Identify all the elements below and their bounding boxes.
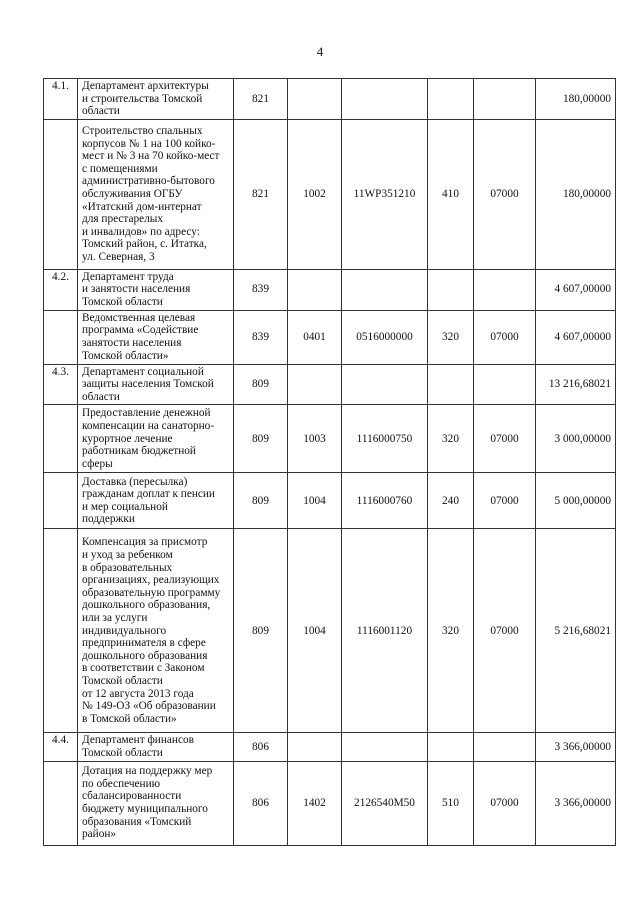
grbs-code: 806 [234, 733, 288, 761]
row-number [44, 473, 78, 529]
row-number [44, 310, 78, 364]
target-article-code: 11WP351210 [342, 119, 428, 269]
target-article-code [342, 364, 428, 405]
target-article-code: 1116000750 [342, 405, 428, 473]
section-code [288, 733, 342, 761]
kosgu-code: 07000 [474, 473, 536, 529]
section-code: 1004 [288, 473, 342, 529]
kosgu-code [474, 269, 536, 310]
row-number: 4.1. [44, 79, 78, 120]
table-row [44, 761, 616, 845]
kosgu-code: 07000 [474, 761, 536, 845]
section-code: 1004 [288, 529, 342, 733]
grbs-code: 809 [234, 529, 288, 733]
item-name: Компенсация за присмотр и уход за ребенком в образовательных организациях, реализующих образовательную программу дошкольного образования, или за услуги индивидуального предпринимателя в сфере дошкольного образования в соответствии с Законом Томской области от 12 августа 2013 года № 149-ОЗ «Об образовании в Томской области» [78, 529, 234, 733]
amount: 180,00000 [536, 79, 616, 120]
section-code [288, 79, 342, 120]
target-article-code: 1116000760 [342, 473, 428, 529]
target-article-code [342, 269, 428, 310]
item-name: Департамент архитектуры и строительства Томской области [78, 79, 234, 120]
amount: 4 607,00000 [536, 269, 616, 310]
expense-type-code [428, 733, 474, 761]
target-article-code [342, 733, 428, 761]
amount: 180,00000 [536, 119, 616, 269]
expense-type-code: 320 [428, 405, 474, 473]
table-row [44, 310, 616, 364]
page-number: 4 [316, 44, 324, 59]
item-name: Департамент финансов Томской области [78, 733, 234, 761]
kosgu-code [474, 733, 536, 761]
row-number [44, 761, 78, 845]
kosgu-code [474, 79, 536, 120]
amount: 3 366,00000 [536, 733, 616, 761]
grbs-code: 839 [234, 269, 288, 310]
table-row [44, 405, 616, 473]
kosgu-code: 07000 [474, 119, 536, 269]
kosgu-code [474, 364, 536, 405]
row-number: 4.3. [44, 364, 78, 405]
row-number [44, 529, 78, 733]
department-row [44, 79, 616, 120]
expense-type-code: 320 [428, 310, 474, 364]
item-name: Департамент труда и занятости населения Томской области [78, 269, 234, 310]
item-name: Строительство спальных корпусов № 1 на 100 койко- мест и № 3 на 70 койко-мест с помещениями административно-бытового обслуживания ОГБУ «Итатский дом-интернат для престарелых и инвалидов» по адресу: Томский район, с. Итатка, ул. Северная, 3 [78, 119, 234, 269]
department-row [44, 364, 616, 405]
expense-type-code [428, 364, 474, 405]
item-name: Департамент социальной защиты населения Томской области [78, 364, 234, 405]
item-name: Ведомственная целевая программа «Содействие занятости населения Томской области» [78, 310, 234, 364]
grbs-code: 839 [234, 310, 288, 364]
row-number: 4.2. [44, 269, 78, 310]
section-code: 0401 [288, 310, 342, 364]
kosgu-code: 07000 [474, 405, 536, 473]
target-article-code [342, 79, 428, 120]
expense-type-code: 240 [428, 473, 474, 529]
row-number [44, 119, 78, 269]
item-name: Предоставление денежной компенсации на санаторно- курортное лечение работникам бюджетной сферы [78, 405, 234, 473]
budget-table [43, 78, 616, 846]
expense-type-code [428, 269, 474, 310]
grbs-code: 821 [234, 119, 288, 269]
target-article-code: 1116001120 [342, 529, 428, 733]
item-name: Дотация на поддержку мер по обеспечению сбалансированности бюджету муниципального образования «Томский район» [78, 761, 234, 845]
table-row [44, 473, 616, 529]
grbs-code: 809 [234, 405, 288, 473]
amount: 13 216,68021 [536, 364, 616, 405]
target-article-code: 0516000000 [342, 310, 428, 364]
expense-type-code: 410 [428, 119, 474, 269]
kosgu-code: 07000 [474, 529, 536, 733]
target-article-code: 2126540M50 [342, 761, 428, 845]
item-name: Доставка (пересылка) гражданам доплат к пенсии и мер социальной поддержки [78, 473, 234, 529]
amount: 5 000,00000 [536, 473, 616, 529]
amount: 3 000,00000 [536, 405, 616, 473]
amount: 4 607,00000 [536, 310, 616, 364]
grbs-code: 806 [234, 761, 288, 845]
section-code [288, 269, 342, 310]
department-row [44, 733, 616, 761]
expense-type-code: 510 [428, 761, 474, 845]
department-row [44, 269, 616, 310]
row-number: 4.4. [44, 733, 78, 761]
section-code [288, 364, 342, 405]
amount: 5 216,68021 [536, 529, 616, 733]
section-code: 1402 [288, 761, 342, 845]
row-number [44, 405, 78, 473]
section-code: 1002 [288, 119, 342, 269]
section-code: 1003 [288, 405, 342, 473]
table-row [44, 529, 616, 733]
grbs-code: 809 [234, 364, 288, 405]
expense-type-code [428, 79, 474, 120]
expense-type-code: 320 [428, 529, 474, 733]
table-row [44, 119, 616, 269]
kosgu-code: 07000 [474, 310, 536, 364]
grbs-code: 809 [234, 473, 288, 529]
grbs-code: 821 [234, 79, 288, 120]
amount: 3 366,00000 [536, 761, 616, 845]
